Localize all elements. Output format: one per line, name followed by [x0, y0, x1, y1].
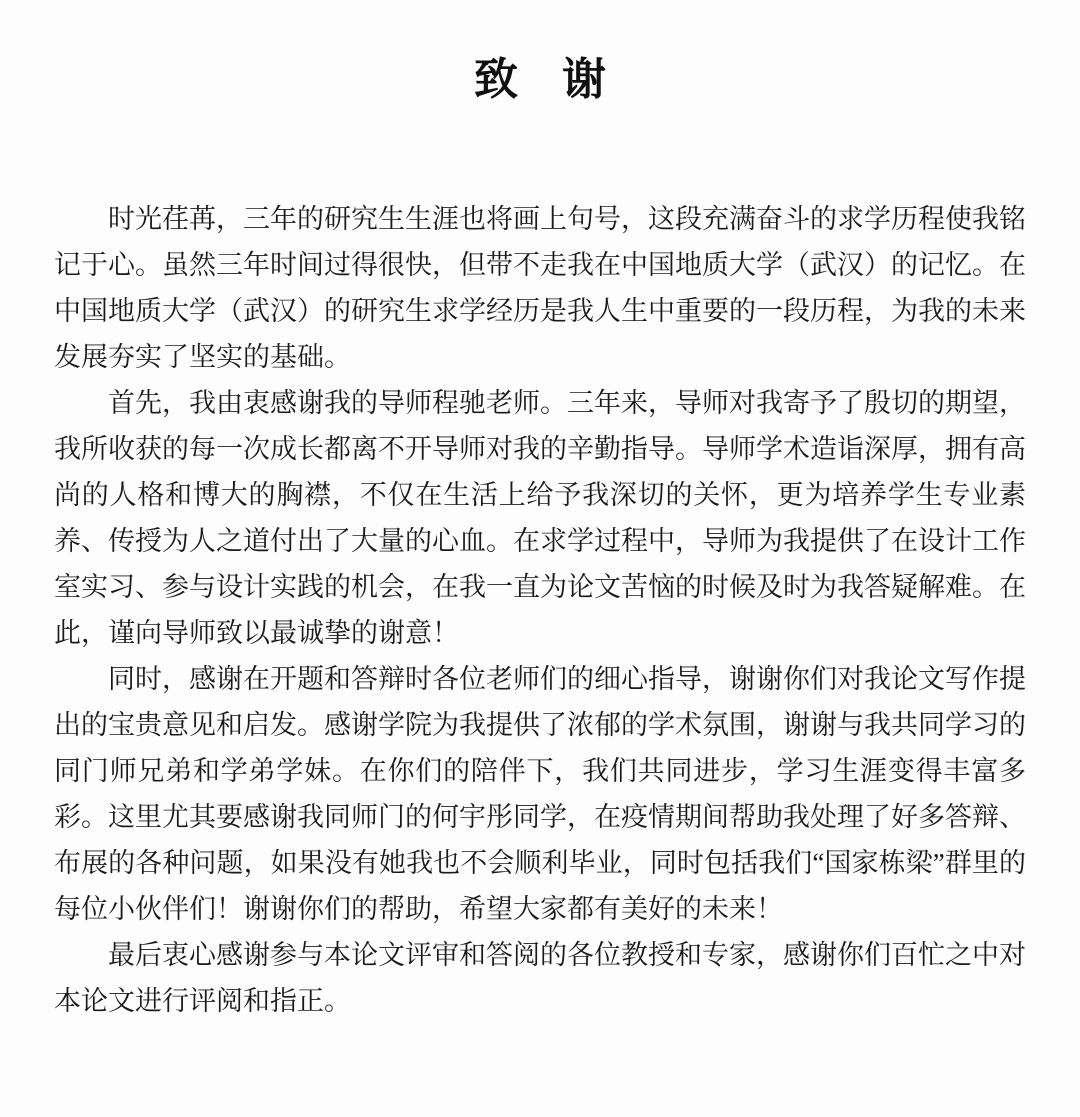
page-title: 致 谢 — [474, 55, 606, 104]
paragraph-opening: 时光荏苒，三年的研究生生涯也将画上句号，这段充满奋斗的求学历程使我铭记于心。虽然三年时间过得很快，但带不走我在中国地质大学（武汉）的记忆。在中国地质大学（武汉）的研究生求学经历是我人生中重要的一段历程，为我的未来发展夯实了坚实的基础。 — [54, 204, 1026, 372]
paragraph-peers-thanks: 同时，感谢在开题和答辩时各位老师们的细心指导，谢谢你们对我论文写作提出的宝贵意见和启发。感谢学院为我提供了浓郁的学术氛围，谢谢与我共同学习的同门师兄弟和学弟学妹。在你们的陪伴下，我们共同进步，学习生涯变得丰富多彩。这里尤其要感谢我同师门的何宇彤同学，在疫情期间帮助我处理了好多答辩、布展的各种问题，如果没有她我也不会顺利毕业，同时包括我们“国家栋梁”群里的每位小伙伴们！谢谢你们的帮助，希望大家都有美好的未来！ — [54, 664, 1026, 924]
paragraph-reviewers-thanks: 最后衷心感谢参与本论文评审和答阅的各位教授和专家，感谢你们百忙之中对本论文进行评阅和指正。 — [54, 940, 1026, 1016]
paragraph-advisor-thanks: 首先，我由衷感谢我的导师程驰老师。三年来，导师对我寄予了殷切的期望，我所收获的每一次成长都离不开导师对我的辛勤指导。导师学术造诣深厚，拥有高尚的人格和博大的胸襟，不仅在生活上给予我深切的关怀，更为培养学生专业素养、传授为人之道付出了大量的心血。在求学过程中，导师为我提供了在设计工作室实习、参与设计实践的机会，在我一直为论文苦恼的时候及时为我答疑解难。在此，谨向导师致以最诚挚的谢意！ — [54, 388, 1026, 648]
acknowledgements-text — [54, 196, 1026, 1024]
